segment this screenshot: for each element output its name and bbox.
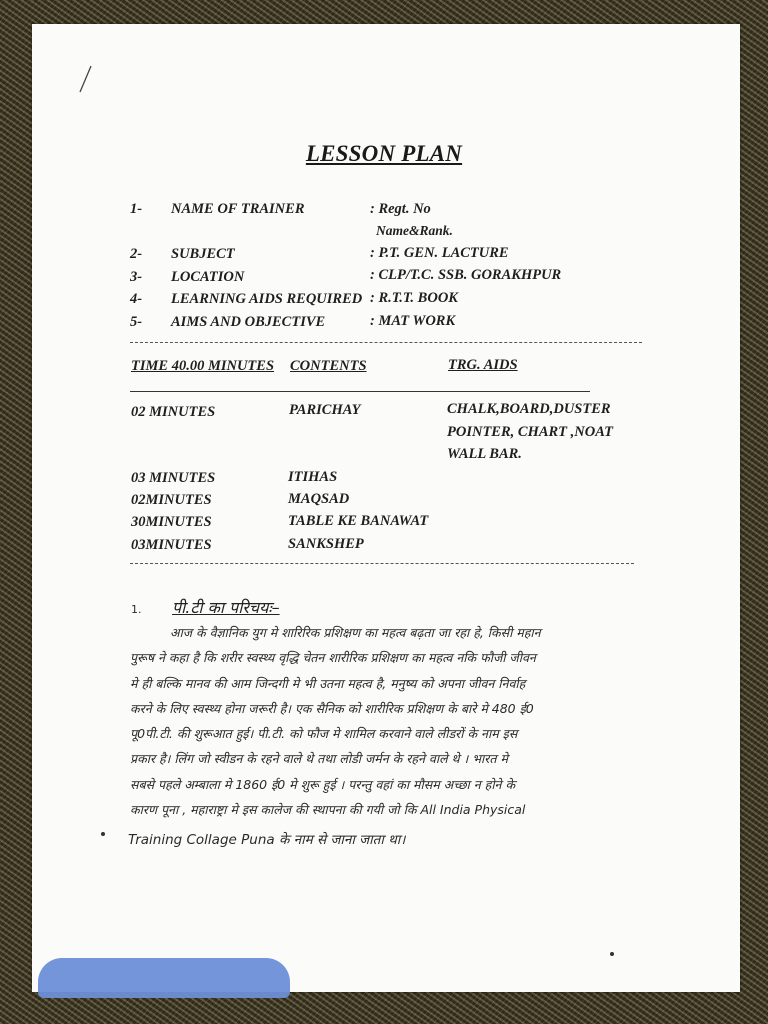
item-label: LOCATION (171, 269, 245, 285)
row-time: 02MINUTES (131, 492, 212, 508)
body-line: पुरूष ने कहा है कि शरीर स्वस्थ्य वृद्धि चेतन शारीरिक प्रशिक्षण का महत्व नकि फौजी जीवन (130, 650, 536, 665)
row-time: 30MINUTES (131, 514, 212, 530)
section-number: 1. (131, 603, 142, 616)
row-time: 02 MINUTES (131, 404, 216, 420)
item-value: : MAT WORK (370, 313, 456, 329)
item-value: : R.T.T. BOOK (370, 290, 458, 306)
header-aids: TRG. AIDS (448, 357, 518, 373)
divider-line (130, 342, 642, 343)
row-time: 03MINUTES (131, 537, 212, 553)
row-content: ITIHAS (288, 469, 338, 485)
row-content: MAQSAD (288, 491, 350, 507)
body-line: करने के लिए स्वस्थ्य होना जरूरी है। एक सैनिक को शारीरिक प्रशिक्षण के बारे मे 480 ई0 (130, 701, 534, 716)
header-contents: CONTENTS (290, 358, 367, 374)
item-number: 5- (130, 314, 143, 330)
row-content: TABLE KE BANAWAT (288, 513, 429, 529)
row-content: PARICHAY (289, 402, 361, 418)
row-time: 03 MINUTES (131, 470, 216, 486)
ink-dot (101, 832, 105, 836)
page-title: LESSON PLAN (305, 141, 463, 166)
header-time: TIME 40.00 MINUTES (131, 358, 275, 374)
item-number: 2- (130, 246, 143, 262)
pencil-mark-icon (78, 64, 94, 94)
header-rule (130, 391, 590, 392)
item-value: : CLP/T.C. SSB. GORAKHPUR (370, 267, 562, 283)
section-heading: पी.टी का परिचयः– (172, 598, 280, 617)
item-label: SUBJECT (171, 246, 235, 262)
row-content: SANKSHEP (288, 536, 364, 552)
item-label: AIMS AND OBJECTIVE (171, 314, 326, 330)
item-label: NAME OF TRAINER (171, 201, 305, 217)
divider-line (130, 563, 634, 564)
body-line: कारण पूना , महाराष्ट्रा मे इस कालेज की स्थापना की गयी जो कि All India Physical (130, 802, 526, 817)
body-line: सबसे पहले अम्बाला मे 1860 ई0 मे शुरू हुई । परन्तु वहां का मौसम अच्छा न होने के (130, 777, 516, 792)
row-aid: WALL BAR. (447, 446, 522, 462)
item-number: 4- (130, 291, 143, 307)
body-line: मे ही बल्कि मानव की आम जिन्दगी मे भी उतना महत्व है, मनुष्य को अपना जीवन निर्वाह (130, 676, 526, 691)
item-value: : Regt. No (370, 201, 431, 217)
item-number: 3- (130, 269, 143, 285)
item-number: 1- (130, 201, 143, 217)
body-line: प्रकार है। लिंग जो स्वीडन के रहने वाले थे तथा लोडी जर्मन के रहने वाले थे । भारत मे (130, 751, 508, 766)
item-value: Name&Rank. (376, 223, 453, 238)
body-line: पू0पी.टी. की शुरूआत हुई। पी.टी. को फौज मे शामिल करवाने वाले लीडरों के नाम इस (130, 726, 518, 741)
row-aid: CHALK,BOARD,DUSTER (447, 401, 611, 417)
finger-shadow (38, 958, 290, 998)
item-label: LEARNING AIDS REQUIRED (171, 291, 363, 307)
item-value: : P.T. GEN. LACTURE (370, 245, 509, 261)
body-line: Training Collage Puna के नाम से जाना जाता था। (128, 832, 406, 848)
ink-dot (610, 952, 614, 956)
body-line: आज के वैज्ञानिक युग मे शारिरिक प्रशिक्षण का महत्व बढ़ता जा रहा हे, किसी महान (170, 625, 541, 640)
row-aid: POINTER, CHART ,NOAT (447, 424, 613, 440)
